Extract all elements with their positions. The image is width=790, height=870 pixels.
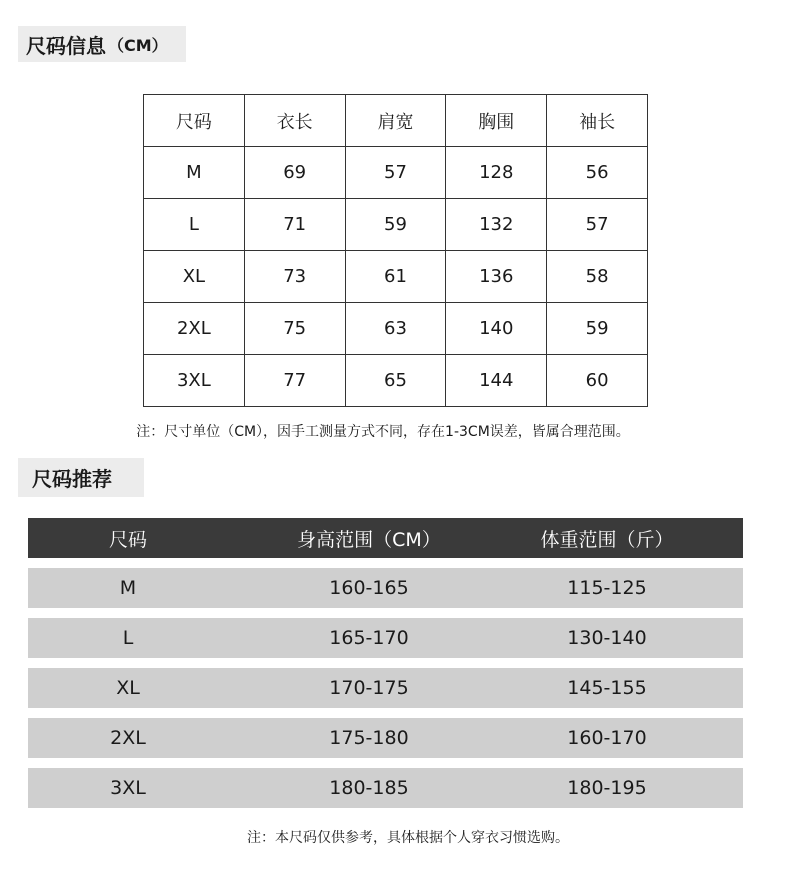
- table-cell: 65: [345, 355, 446, 407]
- table-cell: 115-125: [567, 577, 647, 599]
- recommend-row: [28, 718, 743, 758]
- table-cell: 144: [446, 355, 547, 407]
- table-cell: 170-175: [329, 677, 409, 699]
- table-cell: 56: [547, 147, 648, 199]
- size-info-unit: （CM）: [108, 35, 168, 55]
- table-cell: L: [144, 199, 245, 251]
- size-info-title-text: 尺码信息: [26, 33, 106, 58]
- table-cell: 71: [244, 199, 345, 251]
- size-info-title: [18, 26, 186, 62]
- header-cell: 尺码: [108, 528, 147, 551]
- table-cell: 77: [244, 355, 345, 407]
- table-cell: 59: [547, 303, 648, 355]
- table-cell: 2XL: [110, 727, 146, 749]
- size-recommend-title-text: 尺码推荐: [32, 467, 112, 491]
- table-cell: 165-170: [329, 627, 409, 649]
- header-cell: 袖长: [547, 95, 648, 147]
- table-cell: 61: [345, 251, 446, 303]
- header-cell: 胸围: [446, 95, 547, 147]
- size-info-table: [143, 94, 648, 407]
- header-cell: 衣长: [244, 95, 345, 147]
- header-cell: 肩宽: [345, 95, 446, 147]
- table-cell: 58: [547, 251, 648, 303]
- recommend-row: [28, 618, 743, 658]
- size-recommend-title: [18, 458, 144, 497]
- table-cell: 57: [345, 147, 446, 199]
- table-cell: 69: [244, 147, 345, 199]
- table-cell: 59: [345, 199, 446, 251]
- table-cell: 132: [446, 199, 547, 251]
- table-cell: 145-155: [567, 677, 647, 699]
- table-cell: XL: [144, 251, 245, 303]
- table-row: [144, 355, 648, 407]
- table-row: [144, 199, 648, 251]
- size-recommend-note: 注：本尺码仅供参考，具体根据个人穿衣习惯选购。: [247, 830, 569, 846]
- table-cell: 175-180: [329, 727, 409, 749]
- table-cell: 180-185: [329, 777, 409, 799]
- recommend-row: [28, 568, 743, 608]
- table-cell: L: [122, 627, 134, 649]
- table-cell: 3XL: [110, 777, 146, 799]
- table-row: [144, 303, 648, 355]
- header-cell: 尺码: [144, 95, 245, 147]
- recommend-row: [28, 668, 743, 708]
- table-cell: 140: [446, 303, 547, 355]
- size-info-note: 注：尺寸单位（CM），因手工测量方式不同，存在1-3CM误差，皆属合理范围。: [136, 424, 630, 440]
- table-cell: 60: [547, 355, 648, 407]
- header-cell: 身高范围（CM）: [297, 528, 441, 551]
- header-cell: 体重范围（斤）: [540, 528, 674, 551]
- table-cell: 130-140: [567, 627, 647, 649]
- table-cell: M: [144, 147, 245, 199]
- recommend-header-row: [28, 518, 743, 558]
- recommend-row: [28, 768, 743, 808]
- table-cell: 160-170: [567, 727, 647, 749]
- table-cell: 73: [244, 251, 345, 303]
- table-cell: 136: [446, 251, 547, 303]
- table-cell: 63: [345, 303, 446, 355]
- table-row: [144, 147, 648, 199]
- table-header-row: [144, 95, 648, 147]
- table-cell: 2XL: [144, 303, 245, 355]
- table-cell: 128: [446, 147, 547, 199]
- table-cell: 3XL: [144, 355, 245, 407]
- table-cell: XL: [116, 677, 140, 699]
- table-cell: 57: [547, 199, 648, 251]
- table-cell: 160-165: [329, 577, 409, 599]
- table-cell: 180-195: [567, 777, 647, 799]
- table-row: [144, 251, 648, 303]
- table-cell: 75: [244, 303, 345, 355]
- table-cell: M: [119, 577, 137, 599]
